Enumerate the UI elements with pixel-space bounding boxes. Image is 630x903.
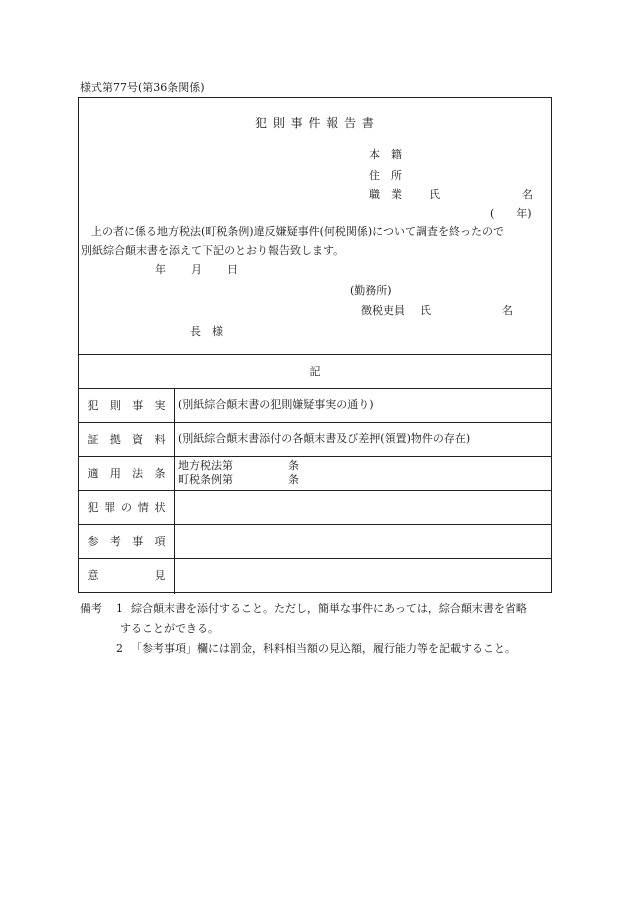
note-1-number: 1 bbox=[116, 602, 123, 615]
date-month-label: 月 bbox=[191, 263, 202, 276]
note-2-number: 2 bbox=[116, 642, 123, 655]
row-label-char: 状 bbox=[154, 501, 166, 514]
reporter-shi-label: 氏 bbox=[420, 304, 431, 317]
row-label-char: 実 bbox=[154, 399, 166, 412]
shimei-mei-label: 名 bbox=[522, 188, 533, 201]
recipient-label: 長 様 bbox=[190, 325, 223, 338]
row-label bbox=[79, 422, 174, 456]
row-label-char: の bbox=[121, 501, 132, 514]
row-label-char: 犯 bbox=[87, 501, 99, 514]
notes-heading: 備考 bbox=[80, 602, 102, 615]
row-label-char: 資 bbox=[132, 433, 144, 446]
row-label-char: 項 bbox=[154, 535, 166, 548]
row-label-text bbox=[88, 465, 166, 481]
reporter-title: 徴税吏員 bbox=[361, 304, 405, 317]
row-label-char: 事 bbox=[132, 399, 144, 412]
age-field: ( 年) bbox=[490, 207, 532, 220]
row-label-text bbox=[88, 397, 166, 413]
row-label-text bbox=[88, 533, 166, 549]
note-1-line1: 綜合顛末書を添付すること。ただし，簡単な事件にあっては，綜合顛末書を省略 bbox=[131, 602, 527, 615]
row-content-line: (別紙綜合顛末書の犯則嫌疑事実の通り) bbox=[178, 397, 374, 411]
form-number-label: 様式第77号(第36条関係) bbox=[80, 81, 205, 94]
reporter-mei-label: 名 bbox=[502, 304, 513, 317]
row-label-char: 則 bbox=[109, 399, 121, 412]
column-divider bbox=[174, 388, 175, 594]
row-label-char: 情 bbox=[137, 501, 149, 514]
row-label bbox=[79, 558, 174, 592]
row-label-char: 意 bbox=[87, 569, 99, 582]
row-label-char: 考 bbox=[109, 535, 121, 548]
row-label-text bbox=[88, 567, 166, 583]
row-label-char: 適 bbox=[87, 467, 99, 480]
body-text-line1: 上の者に係る地方税法(町税条例)違反嫌疑事件(何税関係)について調査を終ったので bbox=[91, 225, 504, 238]
row-content bbox=[178, 388, 374, 422]
row-content bbox=[178, 422, 470, 456]
row-label-char: 拠 bbox=[109, 433, 121, 446]
body-text-line2: 別紙綜合顛末書を添えて下記のとおり報告致します。 bbox=[81, 244, 345, 257]
row-label-text bbox=[88, 499, 166, 515]
ki-heading: 記 bbox=[309, 365, 321, 378]
row-label-char: 証 bbox=[87, 433, 99, 446]
row-content-line: (別紙綜合顛末書添付の各顛末書及び差押(領置)物件の存在) bbox=[178, 431, 471, 445]
note-1-line2: することができる。 bbox=[120, 622, 219, 635]
row-content bbox=[178, 456, 299, 490]
row-label-char: 罪 bbox=[104, 501, 116, 514]
row-content-line: 町税条例第 条 bbox=[178, 473, 299, 486]
note-2-text: 「参考事項」欄には罰金，科料相当額の見込額，履行能力等を記載すること。 bbox=[131, 642, 516, 655]
row-label bbox=[79, 388, 174, 422]
row-label-char: 条 bbox=[154, 467, 166, 480]
row-label-char: 料 bbox=[154, 433, 166, 446]
divider bbox=[79, 354, 551, 355]
row-label-char: 見 bbox=[154, 569, 166, 582]
row-label bbox=[79, 524, 174, 558]
row-content-line: 地方税法第 条 bbox=[178, 458, 299, 472]
row-label-text bbox=[88, 431, 166, 447]
shokugyo-label: 職 業 bbox=[369, 188, 402, 201]
row-label bbox=[79, 456, 174, 490]
jusho-label: 住 所 bbox=[369, 169, 402, 182]
shimei-shi-label: 氏 bbox=[429, 188, 440, 201]
report-form bbox=[78, 97, 552, 593]
date-day-label: 日 bbox=[227, 263, 238, 276]
row-label-char: 用 bbox=[109, 467, 121, 480]
kinmusho-label: (勤務所) bbox=[350, 284, 392, 297]
row-label-char: 法 bbox=[132, 467, 144, 480]
date-year-label: 年 bbox=[155, 263, 166, 276]
honseki-label: 本 籍 bbox=[369, 148, 402, 161]
row-label-char: 参 bbox=[87, 535, 99, 548]
form-title: 犯 則 事 件 報 告 書 bbox=[255, 116, 375, 130]
row-label bbox=[79, 490, 174, 524]
row-label-char: 事 bbox=[132, 535, 144, 548]
row-label-char: 犯 bbox=[87, 399, 99, 412]
